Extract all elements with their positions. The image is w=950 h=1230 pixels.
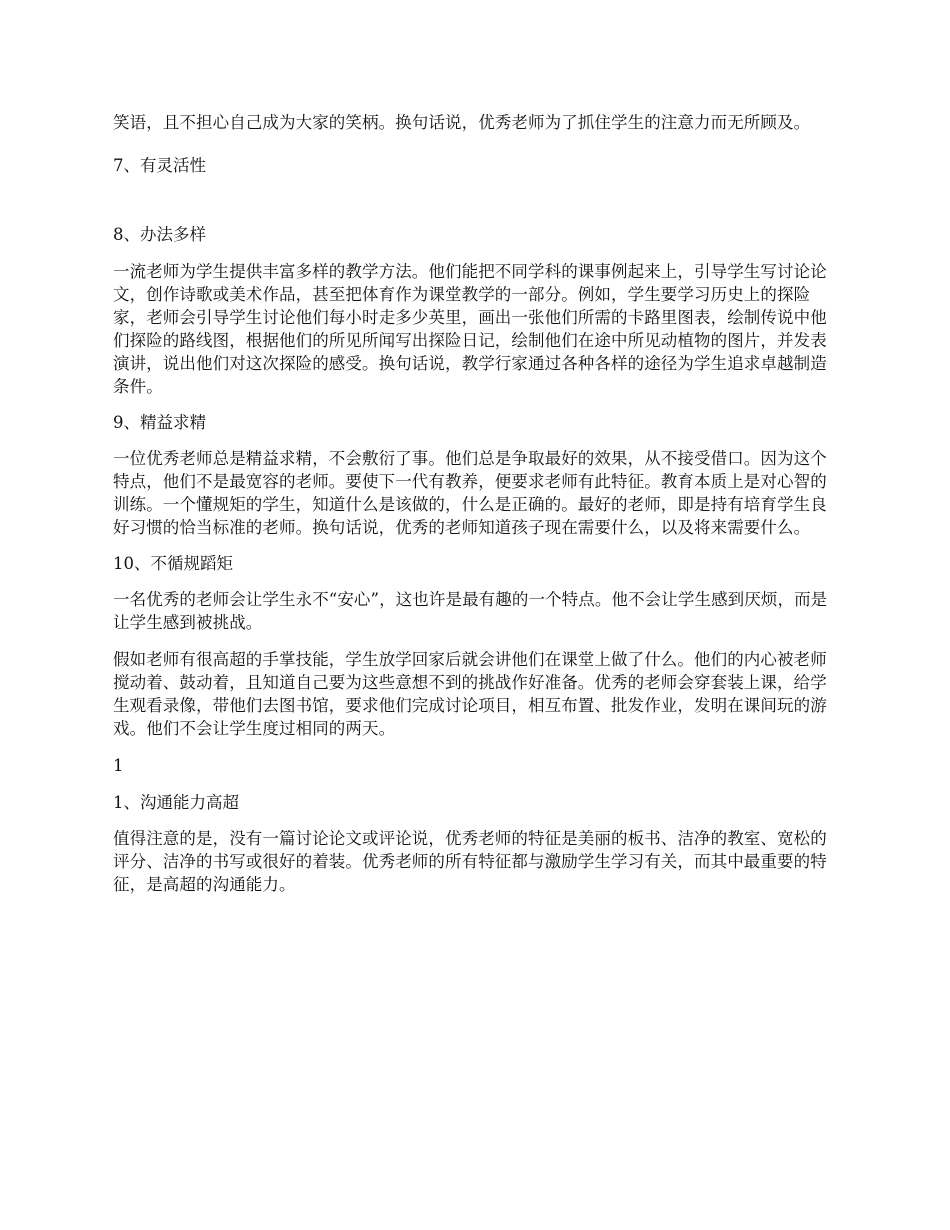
paragraph-section-1: 值得注意的是，没有一篇讨论论文或评论说，优秀老师的特征是美丽的板书、洁净的教室、宽松的评分、洁净的书写或很好的着装。优秀老师的所有特征都与激励学生学习有关，而其中最重要的特征，是高超的沟通能力。 xyxy=(113,829,827,894)
heading-section-9: 9、精益求精 xyxy=(113,413,206,432)
page-number-text: 1 xyxy=(113,756,124,775)
document-page xyxy=(113,111,843,896)
heading-section-1: 1、沟通能力高超 xyxy=(113,793,239,812)
heading-section-7: 7、有灵活性 xyxy=(113,156,206,175)
heading-section-8: 8、办法多样 xyxy=(113,225,206,244)
paragraph-section-10-a: 一名优秀的老师会让学生永不“安心”，这也许是最有趣的一个特点。他不会让学生感到厌烦，而是让学生感到被挑战。 xyxy=(113,590,828,632)
paragraph-section-10-b: 假如老师有很高超的手掌技能，学生放学回家后就会讲他们在课堂上做了什么。他们的内心被老师搅动着、鼓动着，且知道自己要为这些意想不到的挑战作好准备。优秀的老师会穿套装上课，给学生观看录像，带他们去图书馆，要求他们完成讨论项目，相互布置、批发作业，发明在课间玩的游戏。他们不会让学生度过相同的两天。 xyxy=(113,650,827,738)
heading-section-10: 10、不循规蹈矩 xyxy=(113,554,233,573)
paragraph-section-8: 一流老师为学生提供丰富多样的教学方法。他们能把不同学科的课事例起来上，引导学生写讨论论文，创作诗歌或美术作品，甚至把体育作为课堂教学的一部分。例如，学生要学习历史上的探险家，老师会引导学生讨论他们每小时走多少英里，画出一张他们所需的卡路里图表，绘制传说中他们探险的路线图，根据他们的所见所闻写出探险日记，绘制他们在途中所见动植物的图片，并发表演讲，说出他们对这次探险的感受。换句话说，教学行家通过各种各样的途径为学生追求卓越制造条件。 xyxy=(113,262,827,396)
paragraph-section-9: 一位优秀老师总是精益求精，不会敷衍了事。他们总是争取最好的效果，从不接受借口。因为这个特点，他们不是最宽容的老师。要使下一代有教养，便要求老师有此特征。教育本质上是对心智的训练。一个懂规矩的学生，知道什么是该做的，什么是正确的。最好的老师，即是持有培育学生良好习惯的恰当标准的老师。换句话说，优秀的老师知道孩子现在需要什么，以及将来需要什么。 xyxy=(113,449,827,537)
paragraph-intro: 笑语，且不担心自己成为大家的笑柄。换句话说，优秀老师为了抓住学生的注意力而无所顾及。 xyxy=(113,113,811,132)
